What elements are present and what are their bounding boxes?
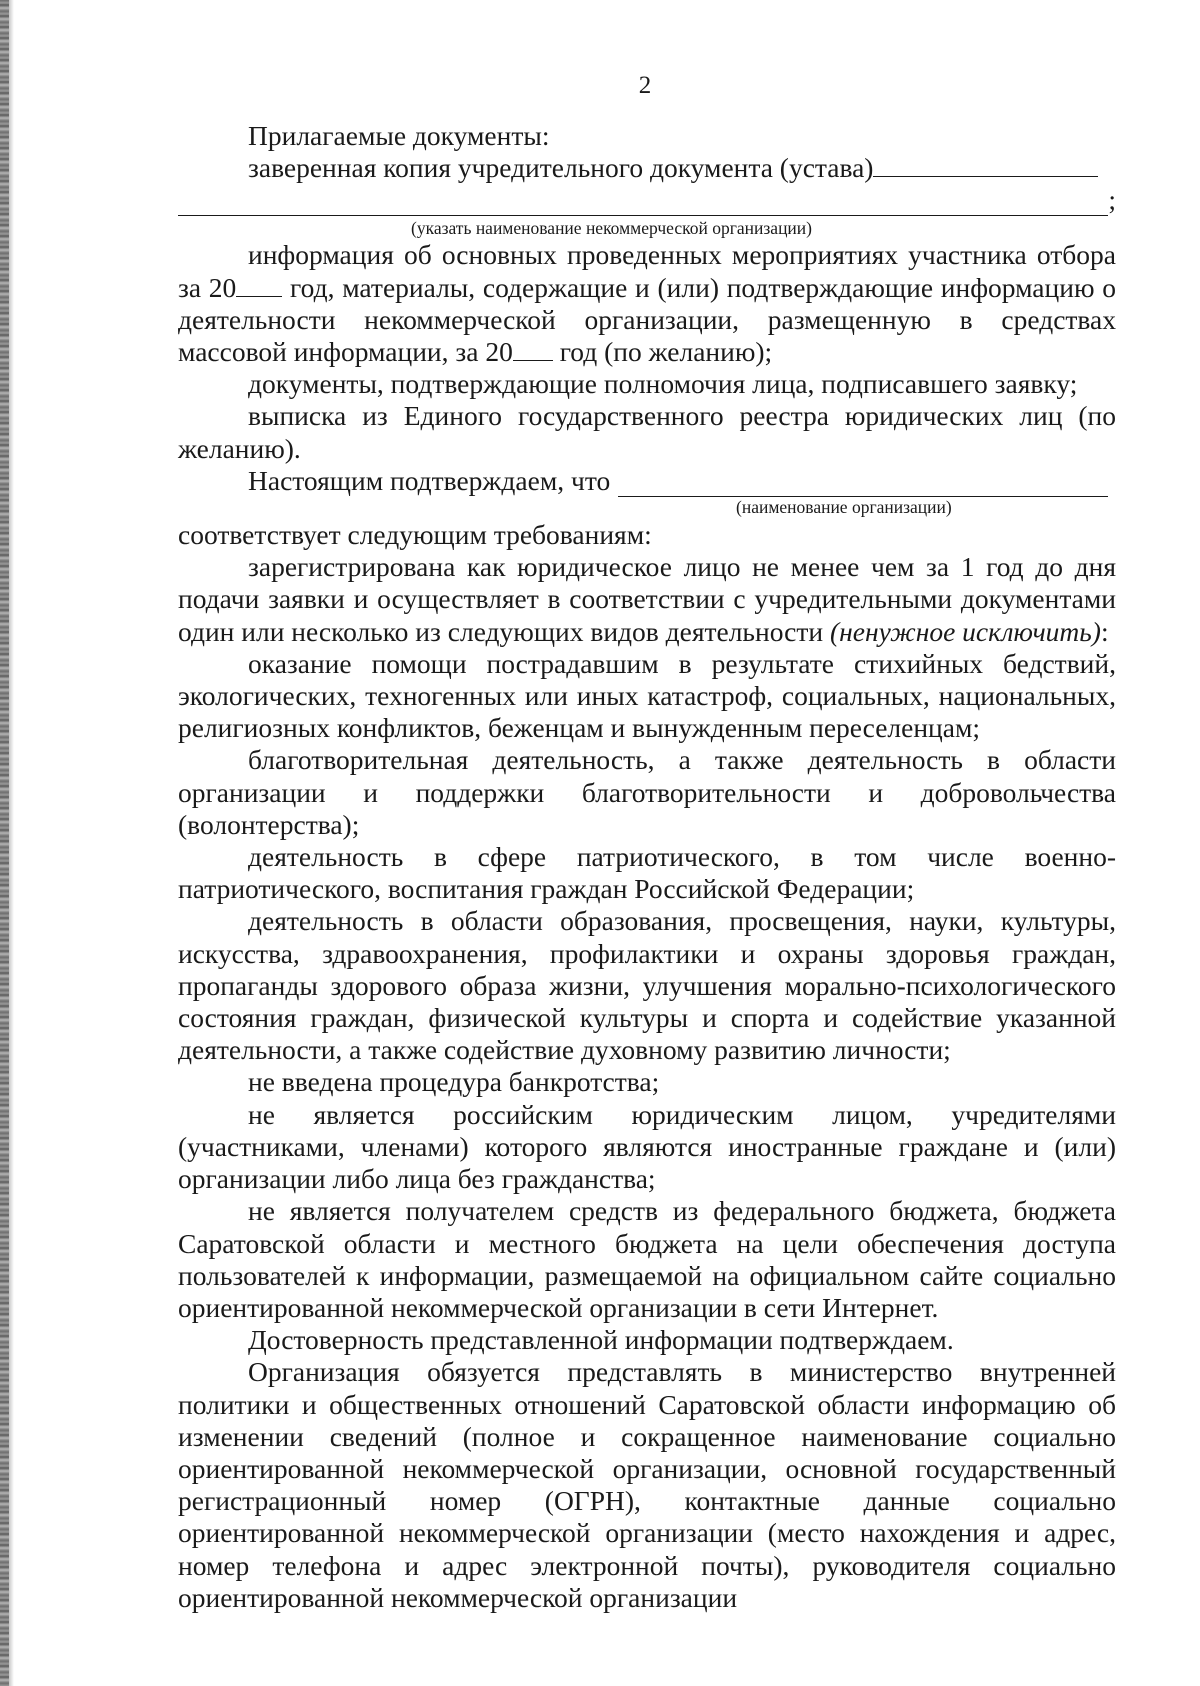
org-name-line-row: [178, 184, 1116, 216]
activity-charity: благотворительная деятельность, а также деятельность в области организации и поддержки благотворительности и добровольчества (волонтерства);: [178, 744, 1116, 840]
reliability-confirmation: Достоверность представленной информации подтверждаем.: [248, 1324, 954, 1356]
registry-extract: выписка из Единого государственного реестра юридических лиц (по желанию).: [178, 400, 1116, 464]
authority-documents: документы, подтверждающие полномочия лица, подписавшего заявку;: [248, 368, 1078, 400]
activity-education: деятельность в области образования, просвещения, науки, культуры, искусства, здравоохранения, профилактики и охраны здоровья граждан, пропаганды здорового образа жизни, улучшения морально-психологического состояния граждан, физической культуры и спорта и содействие указанной деятельности, а также содействие духовному развитию личности;: [178, 905, 1116, 1066]
info-text-3: год (по желанию);: [552, 336, 773, 368]
meets-requirements: соответствует следующим требованиям:: [178, 519, 652, 551]
charter-copy-fill: [873, 152, 1098, 177]
org-name-line-end: ;: [1108, 184, 1116, 216]
attached-documents-heading: Прилагаемые документы:: [248, 120, 550, 151]
page-number: 2: [638, 72, 652, 99]
activity-patriotic: деятельность в сфере патриотического, в том числе военно-патриотического, воспитания граждан Российской Федерации;: [178, 841, 1116, 905]
not-foreign-founders: не является российским юридическим лицом, учредителями (участниками, членами) которого являются иностранные граждане и (или) организации либо лица без гражданства;: [178, 1098, 1116, 1195]
info-text-1: информация об основных проведенных мероприятиях участника отбора за 20: [178, 239, 1116, 303]
organization-caption: (наименование организации): [736, 497, 952, 518]
registered-paragraph: [178, 551, 1116, 648]
charter-copy-text: заверенная копия учредительного документа (устава): [248, 152, 874, 184]
year-blank-2: [513, 336, 553, 361]
no-bankruptcy: не введена процедура банкротства;: [248, 1066, 660, 1098]
obligation-paragraph: Организация обязуется представлять в министерство внутренней политики и общественных отношений Саратовской области информацию об изменении сведений (полное и сокращенное наименование социально ориентированной некоммерческой организации, основной государственный регистрационный номер (ОГРН), контактные данные социально ориентированной некоммерческой организации (место нахождения и адрес, номер телефона и адрес электронной почты), руководителя социально ориентированной некоммерческой организации: [178, 1356, 1116, 1613]
registered-text: зарегистрирована как юридическое лицо не менее чем за 1 год до дня подачи заявки и осуществляет в соответствии с учредительными документами один или несколько из следующих видов деятельности: [178, 551, 1116, 647]
year-blank-1: [236, 272, 282, 297]
org-name-fill: [178, 191, 1108, 216]
info-paragraph: [178, 239, 1116, 368]
exclude-note: (ненужное исключить): [829, 615, 1101, 647]
charter-copy-line: [178, 152, 1116, 184]
confirm-row: [178, 465, 1116, 497]
org-fill-line: [618, 472, 1108, 497]
scan-edge: [0, 0, 9, 1686]
registered-end: :: [1100, 615, 1109, 647]
info-text-2: год, материалы, содержащие и (или) подтверждающие информацию о деятельности некоммерческой организации, размещенную в средствах массовой информации, за 20: [178, 271, 1116, 368]
activity-disaster-aid: оказание помощи пострадавшим в результате стихийных бедствий, экологических, техногенных или иных катастроф, социальных, национальных, религиозных конфликтов, беженцам и вынужденным переселенцам;: [178, 647, 1116, 744]
not-budget-recipient: не является получателем средств из федерального бюджета, бюджета Саратовской области и местного бюджета на цели обеспечения доступа пользователей к информации, размещаемой на официальном сайте социально ориентированной некоммерческой организации в сети Интернет.: [178, 1195, 1116, 1323]
confirm-text: Настоящим подтверждаем, что: [248, 464, 611, 496]
org-name-caption: (указать наименование некоммерческой организации): [411, 218, 812, 239]
document-body: [178, 120, 1116, 1614]
scan-edge-shadow: [9, 0, 14, 1686]
